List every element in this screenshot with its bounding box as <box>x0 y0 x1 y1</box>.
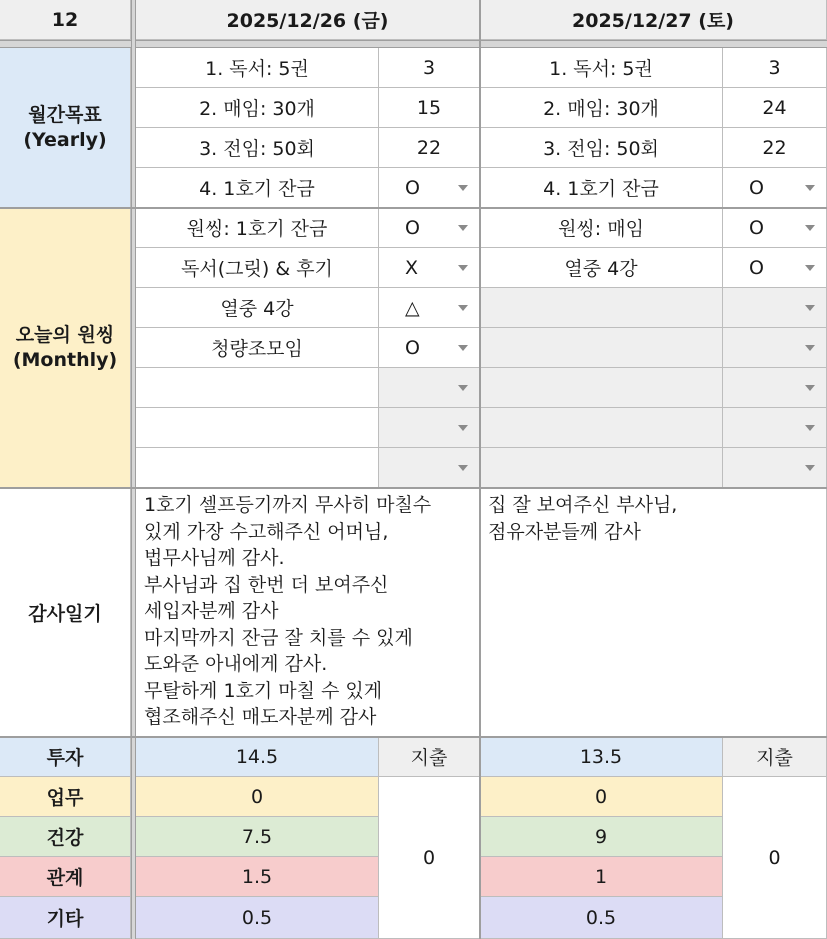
yearly-value-cell[interactable] <box>379 128 480 168</box>
chevron-down-icon[interactable] <box>458 185 468 191</box>
time-label-relationship[interactable] <box>0 857 131 897</box>
yearly-label-line2: (Yearly) <box>23 128 107 151</box>
monthly-task-cell[interactable] <box>480 448 723 488</box>
monthly-task-text: 독서(그릿) & 후기 <box>181 258 333 280</box>
monthly-task-text: 원씽: 1호기 잔금 <box>186 218 328 240</box>
section-divider-gratitude <box>0 736 827 738</box>
monthly-status-value: △ <box>405 296 420 319</box>
time-value-text: 7.5 <box>241 825 273 848</box>
month-cell[interactable] <box>0 0 131 40</box>
month-label: 12 <box>51 8 79 31</box>
time-label-health[interactable] <box>0 817 131 857</box>
yearly-value-text: 3 <box>422 56 436 79</box>
monthly-task-cell[interactable] <box>136 368 379 408</box>
chevron-down-icon[interactable] <box>805 425 815 431</box>
monthly-label-line1: 오늘의 원씽 <box>15 323 115 346</box>
chevron-down-icon[interactable] <box>805 265 815 271</box>
yearly-goal-text: 3. 전임: 50회 <box>543 138 659 160</box>
chevron-down-icon[interactable] <box>805 305 815 311</box>
yearly-status-dropdown[interactable] <box>379 168 480 208</box>
day1-title: 2025/12/26 (금) <box>226 10 389 32</box>
time-value-cell[interactable] <box>136 857 379 897</box>
time-value-cell[interactable] <box>136 737 379 777</box>
monthly-status-dropdown[interactable] <box>379 328 480 368</box>
time-value-cell[interactable] <box>480 737 723 777</box>
frozen-column-divider <box>131 0 136 939</box>
chevron-down-icon[interactable] <box>458 345 468 351</box>
yearly-goal-cell[interactable] <box>136 168 379 208</box>
yearly-section-label[interactable] <box>0 48 131 208</box>
expense-value-text: 0 <box>768 846 781 869</box>
expense-label: 지출 <box>756 747 793 769</box>
monthly-status-value: O <box>749 256 764 279</box>
yearly-goal-cell[interactable] <box>480 48 723 88</box>
monthly-task-text: 열중 4강 <box>564 258 638 280</box>
monthly-status-value: O <box>405 216 420 239</box>
monthly-label-line2: (Monthly) <box>12 348 118 371</box>
chevron-down-icon[interactable] <box>458 385 468 391</box>
time-value-cell[interactable] <box>136 897 379 939</box>
monthly-task-text: 원씽: 매임 <box>558 218 644 240</box>
chevron-down-icon[interactable] <box>805 225 815 231</box>
time-value-cell[interactable] <box>480 897 723 939</box>
time-value-text: 13.5 <box>579 745 623 768</box>
time-row-label: 업무 <box>46 787 84 809</box>
monthly-status-dropdown[interactable] <box>379 248 480 288</box>
chevron-down-icon[interactable] <box>458 465 468 471</box>
time-value-cell[interactable] <box>480 857 723 897</box>
yearly-value-cell[interactable] <box>723 128 827 168</box>
monthly-status-dropdown[interactable] <box>723 328 827 368</box>
expense-value-day1[interactable] <box>379 777 480 939</box>
time-value-text: 0 <box>250 785 264 808</box>
gratitude-label: 감사일기 <box>28 602 102 625</box>
yearly-goal-text: 4. 1호기 잔금 <box>199 178 315 200</box>
section-divider-monthly <box>0 487 827 489</box>
time-label-etc[interactable] <box>0 897 131 939</box>
yearly-status-value: O <box>405 176 420 199</box>
monthly-task-cell[interactable] <box>480 408 723 448</box>
time-value-cell[interactable] <box>480 817 723 857</box>
gratitude-notes-day1[interactable]: 1호기 셀프등기까지 무사히 마칠수 있게 가장 수고해주신 어머님, 법무사님께 감사. 부사님과 집 한번 더 보여주신 세입자분께 감사 마지막까지 잔금 잘 치를 수 있게 도와준 아내에게 감사. 무탈하게 1호기 마칠 수 있게 협조해주신 매도자분께 감사 <box>136 488 480 737</box>
monthly-status-dropdown[interactable] <box>379 408 480 448</box>
day1-header[interactable] <box>136 0 480 40</box>
yearly-value-text: 22 <box>762 136 787 159</box>
time-value-text: 1 <box>594 865 608 888</box>
time-value-text: 9 <box>594 825 608 848</box>
time-row-label: 투자 <box>46 747 84 769</box>
monthly-status-dropdown[interactable] <box>379 288 480 328</box>
monthly-status-dropdown[interactable] <box>723 208 827 248</box>
yearly-value-text: 22 <box>416 136 442 159</box>
yearly-status-value: O <box>749 176 764 199</box>
monthly-task-cell[interactable] <box>480 248 723 288</box>
expense-value-text: 0 <box>422 846 436 869</box>
yearly-goal-text: 2. 매임: 30개 <box>543 98 659 120</box>
chevron-down-icon[interactable] <box>458 225 468 231</box>
yearly-label-line1: 월간목표 <box>28 103 102 126</box>
chevron-down-icon[interactable] <box>805 345 815 351</box>
monthly-task-text: 열중 4강 <box>220 298 294 320</box>
chevron-down-icon[interactable] <box>458 425 468 431</box>
time-row-label: 건강 <box>46 827 84 849</box>
monthly-status-dropdown[interactable] <box>723 248 827 288</box>
monthly-status-dropdown[interactable] <box>379 448 480 488</box>
yearly-goal-cell[interactable] <box>480 88 723 128</box>
expense-value-day2[interactable] <box>723 777 827 939</box>
chevron-down-icon[interactable] <box>805 185 815 191</box>
monthly-task-cell[interactable] <box>136 248 379 288</box>
monthly-status-dropdown[interactable] <box>379 208 480 248</box>
gratitude-section-label[interactable] <box>0 488 131 737</box>
monthly-task-cell[interactable] <box>480 208 723 248</box>
time-value-text: 0.5 <box>585 906 617 929</box>
monthly-status-value: X <box>405 256 419 279</box>
monthly-task-cell[interactable] <box>136 408 379 448</box>
time-row-label: 기타 <box>46 908 84 930</box>
time-value-cell[interactable] <box>136 817 379 857</box>
time-value-text: 14.5 <box>235 745 279 768</box>
yearly-value-text: 24 <box>762 96 787 119</box>
yearly-goal-cell[interactable] <box>136 48 379 88</box>
monthly-task-cell[interactable] <box>480 368 723 408</box>
monthly-task-cell[interactable] <box>136 328 379 368</box>
yearly-goal-cell[interactable] <box>136 88 379 128</box>
monthly-task-cell[interactable] <box>136 208 379 248</box>
monthly-task-text: 청량조모임 <box>211 338 303 360</box>
chevron-down-icon[interactable] <box>458 305 468 311</box>
expense-label: 지출 <box>410 747 448 769</box>
monthly-status-dropdown[interactable] <box>723 448 827 488</box>
day-column-divider <box>479 0 481 939</box>
yearly-goal-text: 4. 1호기 잔금 <box>543 178 659 200</box>
time-label-investment[interactable] <box>0 737 131 777</box>
day2-header[interactable] <box>480 0 827 40</box>
yearly-goal-cell[interactable] <box>136 128 379 168</box>
yearly-value-cell[interactable] <box>379 88 480 128</box>
time-row-label: 관계 <box>46 867 84 889</box>
day2-title: 2025/12/27 (토) <box>572 10 734 32</box>
yearly-goal-cell[interactable] <box>480 168 723 208</box>
monthly-status-dropdown[interactable] <box>723 408 827 448</box>
monthly-status-dropdown[interactable] <box>723 368 827 408</box>
chevron-down-icon[interactable] <box>458 265 468 271</box>
section-divider-yearly <box>0 207 827 209</box>
monthly-status-dropdown[interactable] <box>379 368 480 408</box>
chevron-down-icon[interactable] <box>805 385 815 391</box>
yearly-status-dropdown[interactable] <box>723 168 827 208</box>
monthly-status-value: O <box>405 336 420 359</box>
chevron-down-icon[interactable] <box>805 465 815 471</box>
frozen-row-divider <box>0 40 827 48</box>
yearly-goal-text: 3. 전임: 50회 <box>199 138 315 160</box>
monthly-status-value: O <box>749 216 764 239</box>
time-value-text: 1.5 <box>241 865 273 888</box>
expense-header-day1[interactable] <box>379 737 480 777</box>
expense-header-day2[interactable] <box>723 737 827 777</box>
time-value-text: 0.5 <box>241 906 273 929</box>
monthly-status-dropdown[interactable] <box>723 288 827 328</box>
time-value-text: 0 <box>594 785 608 808</box>
time-value-cell[interactable] <box>480 777 723 817</box>
yearly-value-text: 15 <box>416 96 442 119</box>
yearly-goal-cell[interactable] <box>480 128 723 168</box>
time-label-work[interactable] <box>0 777 131 817</box>
monthly-task-cell[interactable] <box>480 328 723 368</box>
yearly-value-cell[interactable] <box>379 48 480 88</box>
gratitude-notes-day2[interactable]: 집 잘 보여주신 부사님, 점유자분들께 감사 <box>480 488 827 737</box>
yearly-goal-text: 2. 매임: 30개 <box>199 98 315 120</box>
yearly-goal-text: 1. 독서: 5권 <box>549 58 653 80</box>
yearly-value-cell[interactable] <box>723 48 827 88</box>
monthly-task-cell[interactable] <box>480 288 723 328</box>
yearly-value-text: 3 <box>768 56 781 79</box>
yearly-goal-text: 1. 독서: 5권 <box>205 58 309 80</box>
monthly-section-label[interactable] <box>0 208 131 488</box>
yearly-value-cell[interactable] <box>723 88 827 128</box>
monthly-task-cell[interactable] <box>136 448 379 488</box>
time-value-cell[interactable] <box>136 777 379 817</box>
monthly-task-cell[interactable] <box>136 288 379 328</box>
